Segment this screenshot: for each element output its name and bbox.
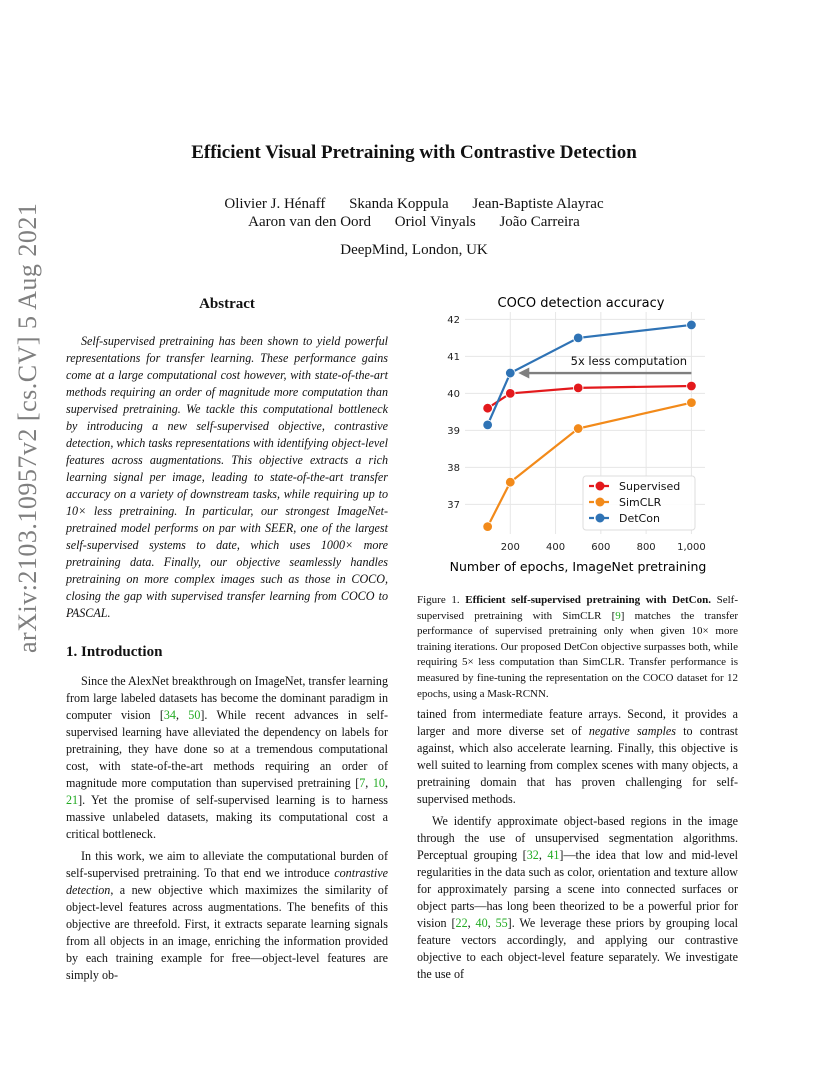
chart-point [573, 424, 583, 434]
citation-link[interactable]: 22 [455, 916, 468, 930]
chart-x-tick-label: 200 [500, 542, 520, 553]
caption-label: Figure 1. [417, 594, 460, 606]
chart-legend-marker [596, 482, 605, 491]
chart-point [483, 522, 493, 532]
chart-legend-marker [596, 514, 605, 523]
chart-point [505, 389, 515, 399]
authors-line-1 [0, 196, 828, 213]
citation-link[interactable]: 50 [188, 708, 201, 722]
intro-paragraph-3: tained from intermediate feature arrays. Second, it provides a larger and more diverse set of negative samples to contrast against, which also accelerate learning. Finally, this objective is well suited to learning from complex scenes with many objects, a pretraining domain that has proven challenging for self-supervised methods. [417, 707, 738, 806]
authors-line-2 [0, 214, 828, 231]
chart-point [573, 333, 583, 343]
author-name: Skanda Koppula [349, 196, 449, 212]
citation-link[interactable]: 7 [359, 776, 366, 790]
section-heading-introduction: 1. Introduction [66, 644, 163, 660]
caption-bold: Efficient self-supervised pretraining with DetCon. [465, 594, 711, 606]
chart-legend-label: Supervised [619, 480, 681, 493]
citation-link[interactable]: 34 [163, 708, 176, 722]
citation-link[interactable]: 10 [372, 776, 385, 790]
chart-point [573, 383, 583, 393]
chart-x-tick-label: 400 [546, 542, 566, 553]
chart-y-tick-label: 38 [447, 462, 460, 474]
arxiv-side-id: arXiv:2103.10957v2 [cs.CV] 5 Aug 2021 [13, 202, 42, 653]
chart-legend-label: SimCLR [619, 496, 662, 509]
author-name: Aaron van den Oord [248, 214, 372, 230]
abstract-text [66, 333, 388, 622]
chart-x-tick-label: 800 [636, 542, 656, 553]
intro-paragraph-2: In this work, we aim to alleviate the computational burden of self-supervised pretraining. To that end we introduce contrastive detection, a new objective which maximizes the similarity of object-level features across augmentations. The benefits of this objective are threefold. First, it extracts separate learning signals from all objects in an image, enriching the information provided by each training example for free—object-level features are simply ob- [66, 849, 388, 982]
author-name: Jean-Baptiste Alayrac [472, 196, 604, 212]
author-name: João Carreira [499, 214, 580, 230]
citation-link[interactable]: 9 [615, 609, 621, 622]
abstract-paragraph: Self-supervised pretraining has been shown to yield powerful representations for transfer learning. These performance gains come at a large computational cost however, with state-of-the-art methods requiring an order of magnitude more computation than supervised pretraining. We tackle this computational bottleneck by introducing a new self-supervised objective, contrastive detection, which tasks representations with identifying object-level features across augmentations. This objective extracts a rich learning signal per image, leading to state-of-the-art transfer accuracy on a variety of downstream tasks, while requiring up to 10× less pretraining. In particular, our strongest ImageNet-pretrained model performs on par with SEER, one of the largest self-supervised systems to date, which uses 1000× more pretraining data. Finally, our objective seamlessly handles pretraining on more complex images such as those in COCO, closing the gap with supervised transfer learning from COCO to PASCAL. [66, 334, 388, 620]
citation-link[interactable]: 41 [547, 848, 560, 862]
chart-point [483, 403, 493, 413]
chart-point [687, 398, 697, 408]
chart-x-label: Number of epochs, ImageNet pretraining [449, 559, 707, 574]
intro-right-column [417, 706, 738, 983]
chart-y-tick-label: 37 [447, 499, 460, 511]
coco-accuracy-chart [417, 290, 738, 580]
chart-legend-label: DetCon [619, 512, 660, 525]
chart-point [687, 381, 697, 391]
chart-x-tick-label: 1,000 [677, 542, 706, 553]
intro-paragraph-4: We identify approximate object-based regions in the image through the use of unsupervised segmentation algorithms. Perceptual grouping [32, 41]—the idea that low and mid-level regularities in the data such as color, orientation and texture allow for approximately parsing a scene into connected surfaces or object parts—has long been theorized to be a powerful prior for vision [22, 40, 55]. We leverage these priors by grouping local feature vectors accordingly, and applying our contrastive objective to each object-level feature separately. We investigate the use of [417, 814, 738, 981]
chart-title: COCO detection accuracy [497, 296, 665, 311]
chart-y-tick-label: 39 [447, 425, 460, 437]
affiliation: DeepMind, London, UK [340, 242, 488, 258]
chart-annotation-label: 5x less computation [570, 354, 688, 369]
chart-point [505, 368, 515, 378]
citation-link[interactable]: 40 [475, 916, 488, 930]
intro-paragraph-1: Since the AlexNet breakthrough on ImageNet, transfer learning from large labeled datasets has become the dominant paradigm in computer vision [34, 50]. While recent advances in self-supervised learning have alleviated the dependency on labels for pretraining, they have done so at a tremendous computational cost, with state-of-the-art methods requiring an order of magnitude more computation than supervised pretraining [7, 10, 21]. Yet the promise of self-supervised learning is to harness massive unlabeled datasets, making its computational cost a critical bottleneck. [66, 674, 388, 841]
citation-link[interactable]: 55 [495, 916, 508, 930]
author-name: Olivier J. Hénaff [224, 196, 326, 212]
paper-title: Efficient Visual Pretraining with Contrastive Detection [191, 142, 637, 163]
figure-caption: Figure 1. Efficient self-supervised pretraining with DetCon. Self-supervised pretraining with SimCLR [9] matches the transfer performance of supervised pretraining only when given 10× more training iterations. Our proposed DetCon objective surpasses both, while requiring 5× less computation than SimCLR. Transfer performance is measured by fine-tuning the representation on the COCO dataset for 12 epochs, using a Mask-RCNN. [417, 594, 738, 700]
chart-point [687, 320, 697, 330]
chart-y-tick-label: 41 [447, 351, 460, 363]
author-name: Oriol Vinyals [394, 214, 476, 230]
chart-y-tick-label: 40 [447, 388, 460, 400]
chart-legend [583, 476, 695, 530]
citation-link[interactable]: 21 [66, 793, 79, 807]
citation-link[interactable]: 32 [526, 848, 539, 862]
chart-x-tick-label: 600 [591, 542, 611, 553]
chart-y-tick-label: 42 [447, 314, 460, 326]
chart-point [483, 420, 493, 430]
intro-left-column [66, 673, 388, 984]
chart-point [505, 477, 515, 487]
abstract-heading: Abstract [199, 296, 255, 312]
chart-legend-marker [596, 498, 605, 507]
